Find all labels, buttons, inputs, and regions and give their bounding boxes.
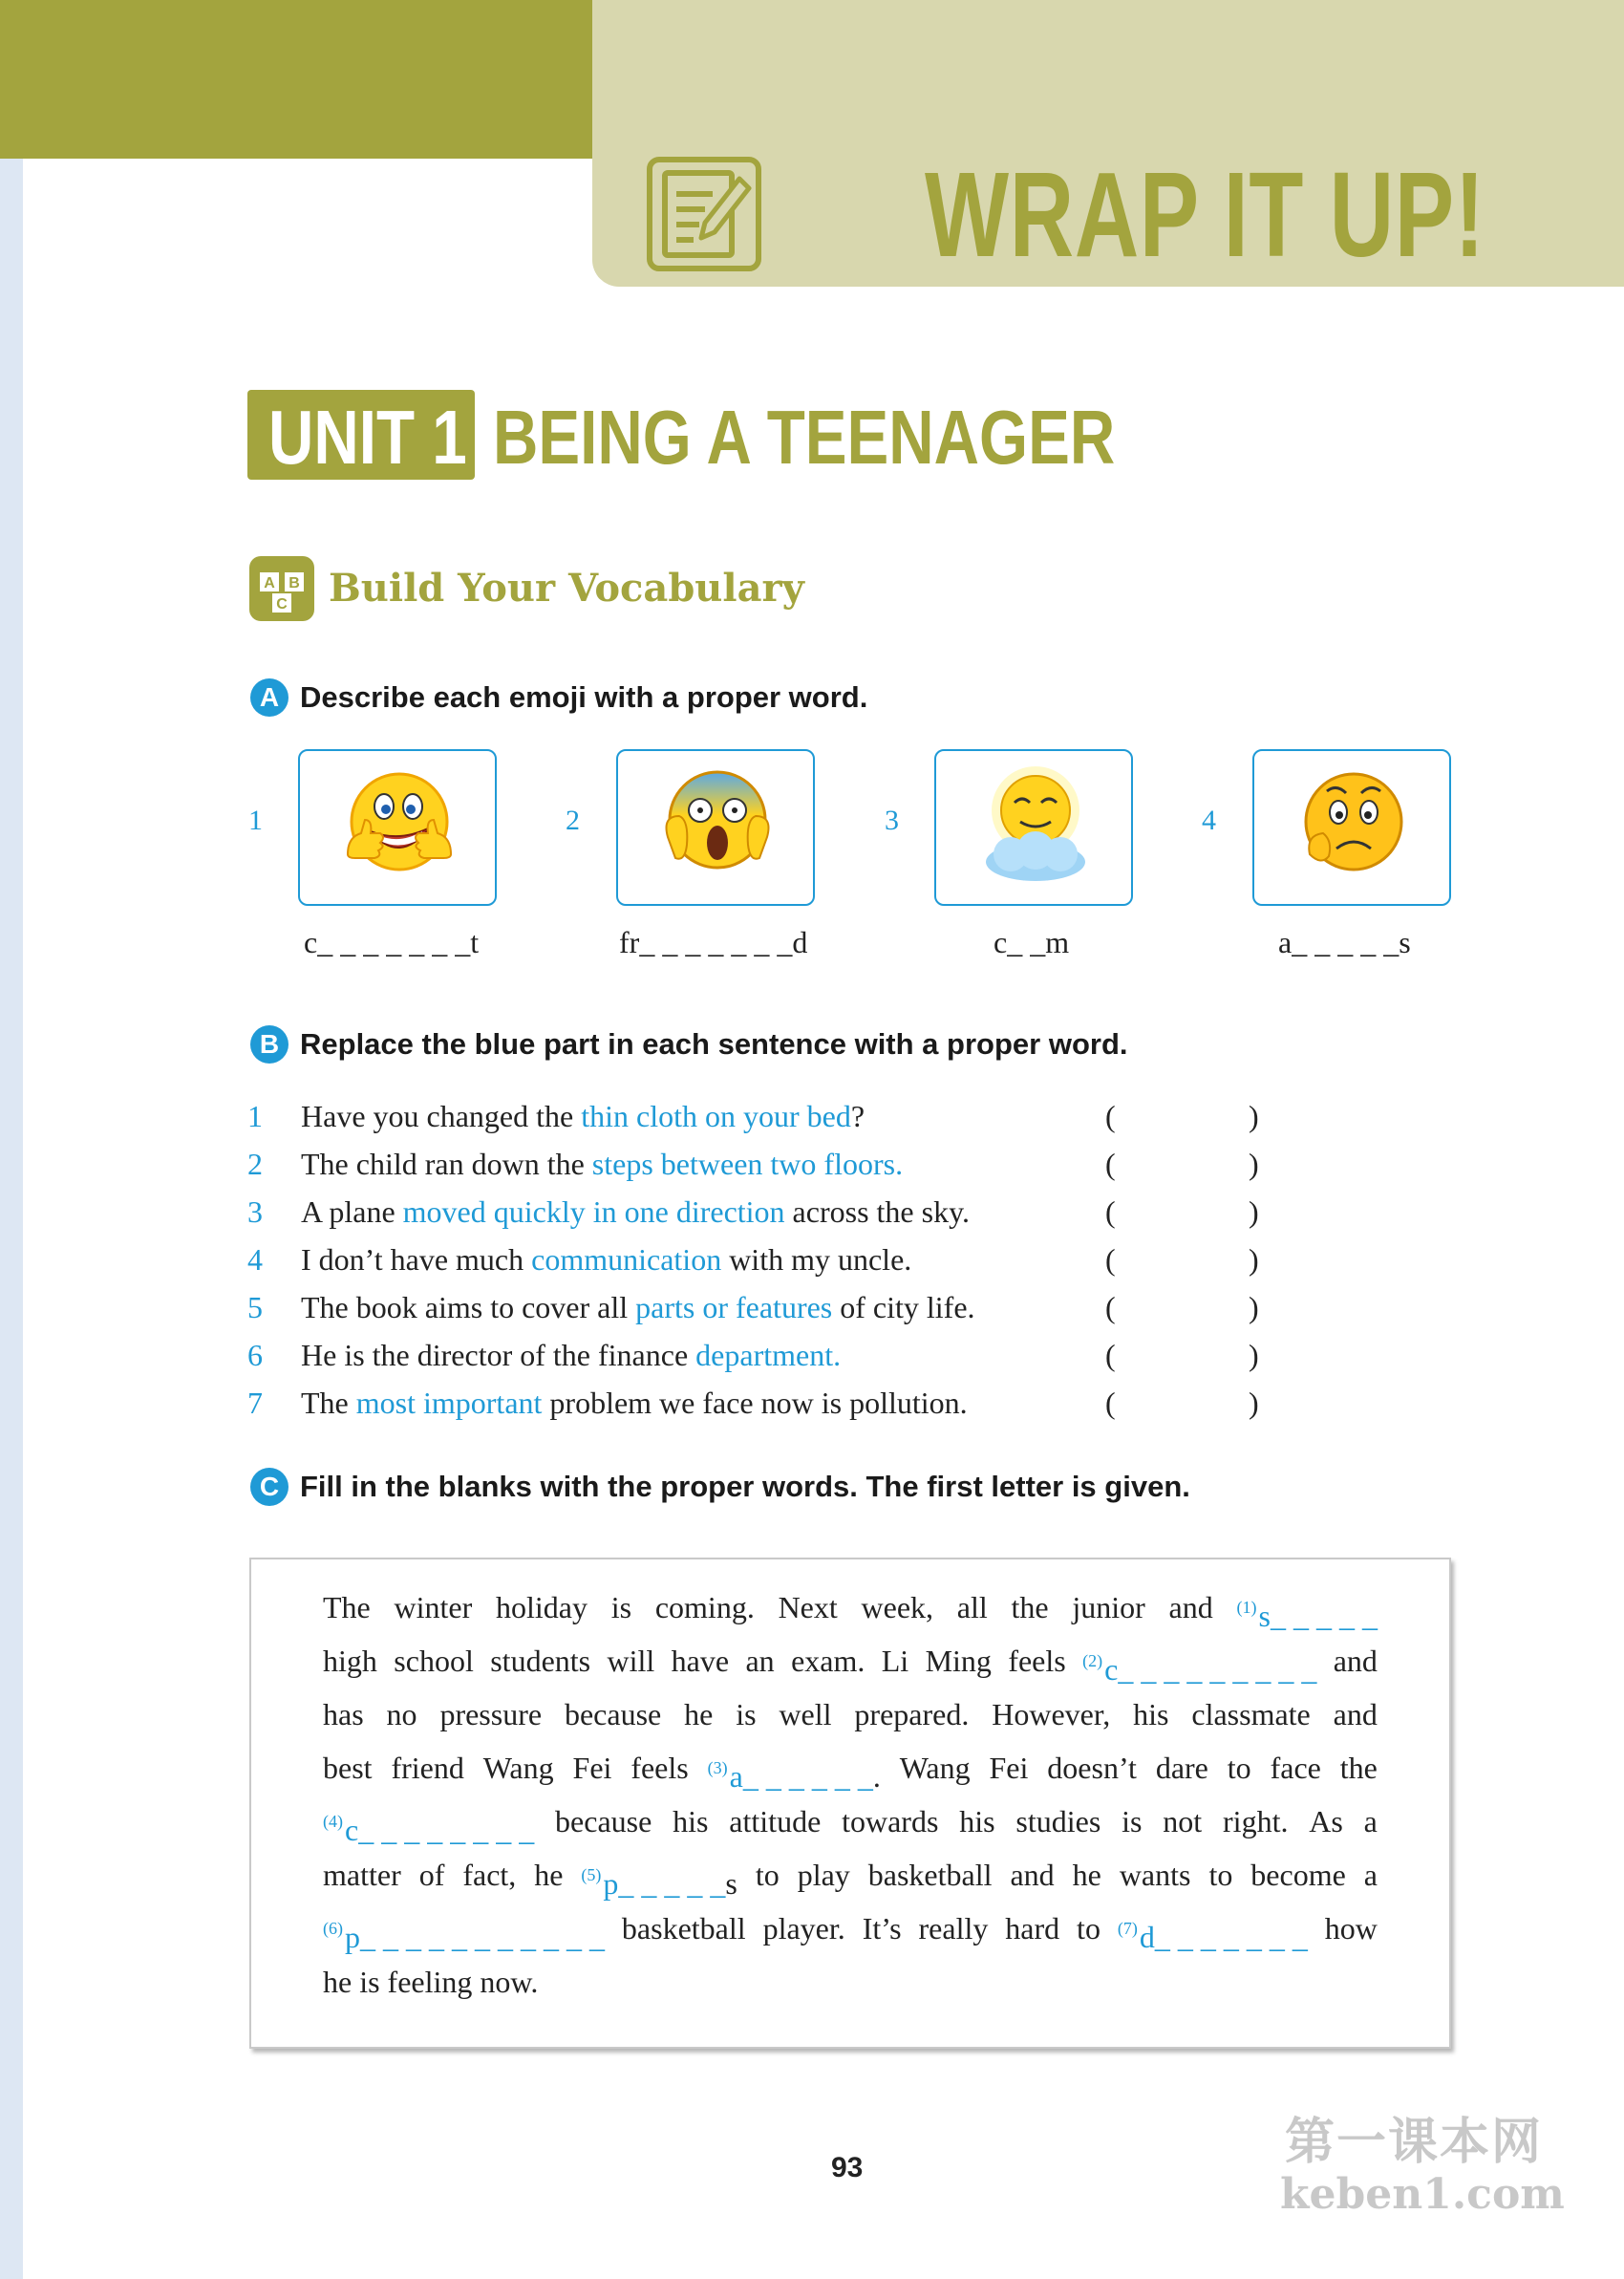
passage-word: the <box>1011 1590 1049 1624</box>
blue-part: most important <box>355 1386 543 1420</box>
passage-word: his <box>673 1804 709 1838</box>
section-c-badge: C <box>250 1468 288 1506</box>
blank-3[interactable]: $^{(3)}$a_ _ _ _ _ _. <box>707 1758 881 1794</box>
passage-word: become <box>1250 1858 1346 1892</box>
answer-paren-close: ) <box>1249 1242 1259 1277</box>
passage-line <box>323 1963 1378 2001</box>
passage-word: Wang <box>899 1751 971 1785</box>
blue-part: parts or features <box>635 1290 833 1324</box>
passage-word: is <box>1122 1804 1143 1838</box>
list-item <box>247 1093 1260 1139</box>
passage-word: how <box>1324 1911 1378 1946</box>
passage-word: Fei <box>989 1751 1029 1785</box>
page-title: WRAP IT UP! <box>925 147 1485 282</box>
emoji-card <box>298 749 497 906</box>
passage-word: because <box>555 1804 652 1838</box>
blank-number: (3) <box>707 1758 728 1777</box>
svg-text:C: C <box>276 596 288 613</box>
blank-suffix: s <box>725 1866 737 1901</box>
passage-word: to <box>1227 1751 1251 1785</box>
answer-paren-close: ) <box>1249 1386 1259 1420</box>
list-item <box>247 1236 1260 1282</box>
watermark-en: keben1.com <box>1280 2170 1565 2219</box>
passage-word: junior <box>1072 1590 1145 1624</box>
answer-paren-close: ) <box>1249 1194 1259 1229</box>
answer-paren-open: ( <box>1105 1338 1116 1372</box>
passage-word: friend <box>391 1751 464 1785</box>
blank-number: (6) <box>323 1919 343 1938</box>
passage-word: basketball <box>621 1911 746 1946</box>
passage-word: no <box>386 1697 417 1731</box>
passage-word: studies <box>1015 1804 1101 1838</box>
sentence-text: The <box>301 1386 356 1420</box>
watermark-cn: 第一课本网 <box>1284 2114 1543 2171</box>
passage-word: and <box>1333 1697 1378 1731</box>
passage-word: his <box>1133 1697 1169 1731</box>
svg-text:A: A <box>264 575 275 591</box>
blank-hint: c_ _ _ _ _ _ _ _ <box>345 1813 535 1847</box>
passage-word: because <box>564 1697 662 1731</box>
passage-word: As <box>1309 1804 1343 1838</box>
item-number: 4 <box>247 1242 263 1277</box>
sentence-text: The child ran down the <box>301 1147 592 1181</box>
passage-word: right. <box>1223 1804 1289 1838</box>
emoji-word-hint: c_ _m <box>994 925 1070 959</box>
passage-word: is <box>610 1590 632 1624</box>
emoji-card <box>934 749 1133 906</box>
passage-word: Wang <box>482 1751 554 1785</box>
item-number: 5 <box>247 1290 263 1324</box>
section-b-badge: B <box>250 1025 288 1064</box>
svg-text:B: B <box>288 575 300 591</box>
sentence-text: of city life. <box>832 1290 975 1324</box>
passage-word: to <box>1077 1911 1100 1946</box>
passage-word: feels <box>630 1751 689 1785</box>
blank-hint: c_ _ _ _ _ _ _ _ _ <box>1104 1652 1317 1687</box>
passage-text: he is feeling now. <box>323 1965 539 1999</box>
passage-word: a <box>1363 1858 1378 1892</box>
passage-word: coming. <box>654 1590 755 1624</box>
passage-word: doesn’t <box>1047 1751 1137 1785</box>
item-number: 2 <box>247 1147 263 1181</box>
sentence <box>301 1189 970 1235</box>
passage-line <box>323 1642 1378 1688</box>
blank-number: (2) <box>1082 1651 1103 1670</box>
passage-word: face <box>1270 1751 1321 1785</box>
passage-word: Ming <box>925 1644 992 1678</box>
passage-line <box>323 1749 1378 1795</box>
unit-title: BEING A TEENAGER <box>493 395 1116 480</box>
section-a-instruction: Describe each emoji with a proper word. <box>300 680 868 714</box>
passage-word: the <box>1339 1751 1378 1785</box>
page-number: 93 <box>831 2152 864 2183</box>
item-number: 7 <box>247 1386 263 1420</box>
emoji-number: 1 <box>248 805 263 836</box>
emoji-card <box>616 749 815 906</box>
passage-word: of <box>418 1858 445 1892</box>
relieved-cloud-emoji <box>978 763 1093 896</box>
list-item <box>247 1284 1260 1330</box>
passage-word: matter <box>323 1858 401 1892</box>
section-b-instruction: Replace the blue part in each sentence with a proper word. <box>300 1027 1128 1061</box>
answer-paren-open: ( <box>1105 1147 1116 1181</box>
sentence <box>301 1284 975 1330</box>
passage-word: all <box>956 1590 988 1624</box>
blank-number: (1) <box>1236 1598 1257 1617</box>
emoji-number: 3 <box>885 805 899 836</box>
section-heading-vocabulary: Build Your Vocabulary <box>329 566 804 611</box>
list-item <box>247 1380 1260 1426</box>
section-a-badge: A <box>250 678 288 717</box>
passage-word: play <box>797 1858 850 1892</box>
passage-word: he <box>1072 1858 1101 1892</box>
passage-word: an <box>745 1644 775 1678</box>
worried-emoji <box>1296 763 1411 896</box>
list-item <box>247 1189 1260 1235</box>
passage-word: his <box>959 1804 995 1838</box>
passage-word: he <box>534 1858 564 1892</box>
answer-paren-close: ) <box>1249 1147 1259 1181</box>
answer-paren-open: ( <box>1105 1194 1116 1229</box>
blue-part: steps between two floors. <box>591 1147 904 1181</box>
passage-word: Next <box>778 1590 838 1624</box>
sentence-text: A plane <box>301 1194 403 1229</box>
list-item <box>247 1141 1260 1187</box>
blank-hint: s_ _ _ _ _ <box>1258 1599 1378 1633</box>
answer-paren-open: ( <box>1105 1386 1116 1420</box>
passage-line <box>323 1909 1378 1956</box>
emoji-number: 2 <box>566 805 580 836</box>
list-item <box>247 1332 1260 1378</box>
sentence <box>301 1093 865 1139</box>
passage-line <box>323 1588 1378 1635</box>
blue-part: thin cloth on your bed <box>581 1099 851 1133</box>
passage-word: basketball <box>867 1858 993 1892</box>
blank-hint: p_ _ _ _ _ _ _ _ _ _ _ <box>345 1920 605 1954</box>
passage-word: have <box>671 1644 730 1678</box>
emoji-word-hint: a_ _ _ _ _s <box>1278 925 1411 959</box>
sentence-text: The book aims to cover all <box>301 1290 636 1324</box>
passage-word: not <box>1163 1804 1203 1838</box>
passage-word: Fei <box>572 1751 612 1785</box>
passage-word: is <box>736 1697 757 1731</box>
sentence <box>301 1332 841 1378</box>
passage-word: towards <box>842 1804 939 1838</box>
blank-2[interactable] <box>1082 1642 1316 1688</box>
blank-5[interactable] <box>581 1856 737 1903</box>
passage-word: player. <box>762 1911 845 1946</box>
passage-word: he <box>684 1697 714 1731</box>
blank-4[interactable] <box>323 1802 534 1849</box>
passage-word: attitude <box>729 1804 822 1838</box>
item-number: 3 <box>247 1194 263 1229</box>
emoji-card <box>1252 749 1451 906</box>
passage-word: fact, <box>462 1858 517 1892</box>
sentence <box>301 1236 911 1282</box>
passage-word: pressure <box>439 1697 543 1731</box>
passage-word: students <box>490 1644 591 1678</box>
blank-7[interactable] <box>1118 1909 1308 1956</box>
passage-word: dare <box>1155 1751 1208 1785</box>
emoji-number: 4 <box>1202 805 1216 836</box>
item-number: 1 <box>247 1099 263 1133</box>
passage-word: high <box>323 1644 377 1678</box>
passage-word: a <box>1363 1804 1378 1838</box>
sentence-text: with my uncle. <box>721 1242 912 1277</box>
blank-6[interactable] <box>323 1909 605 1956</box>
passage-word: to <box>755 1858 780 1892</box>
passage-word: school <box>394 1644 474 1678</box>
sentence-text: problem we face now is pollution. <box>542 1386 968 1420</box>
passage-word: However, <box>992 1697 1111 1731</box>
answer-paren-open: ( <box>1105 1099 1116 1133</box>
blank-number: (7) <box>1117 1919 1138 1938</box>
passage-line <box>323 1695 1378 1733</box>
passage-word: hard <box>1005 1911 1060 1946</box>
blue-part: communication <box>531 1242 722 1277</box>
answer-paren-close: ) <box>1249 1290 1259 1324</box>
blank-number: (5) <box>581 1865 602 1884</box>
sentence-text: ? <box>850 1099 865 1133</box>
blue-part: moved quickly in one direction <box>402 1194 785 1229</box>
passage-word: feels <box>1008 1644 1066 1678</box>
unit-label: UNIT 1 <box>268 395 467 480</box>
item-number: 6 <box>247 1338 263 1372</box>
blue-part: department. <box>695 1338 842 1372</box>
sentence-text: I don’t have much <box>301 1242 532 1277</box>
emoji-word-hint: fr_ _ _ _ _ _ _d <box>619 925 808 959</box>
section-c-instruction: Fill in the blanks with the proper words. The first letter is given. <box>300 1470 1190 1503</box>
passage-word: prepared. <box>854 1697 970 1731</box>
unit-label-box <box>247 390 475 480</box>
answer-paren-close: ) <box>1249 1099 1259 1133</box>
passage-word: to <box>1208 1858 1233 1892</box>
blank-hint: a_ _ _ _ _ _ <box>729 1759 873 1794</box>
blank-hint: d_ _ _ _ _ _ _ <box>1139 1920 1308 1954</box>
sentence-text: across the sky. <box>784 1194 970 1229</box>
passage-word: and <box>1010 1858 1055 1892</box>
passage-word: really <box>918 1911 989 1946</box>
passage-word: and <box>1168 1590 1213 1624</box>
passage-line <box>323 1856 1378 1903</box>
thumbs-up-smile-emoji <box>342 763 457 896</box>
screaming-fear-emoji <box>660 763 775 896</box>
passage-word: holiday <box>496 1590 588 1624</box>
answer-paren-open: ( <box>1105 1290 1116 1324</box>
passage-line <box>323 1802 1378 1849</box>
emoji-word-hint: c_ _ _ _ _ _ _t <box>304 925 480 959</box>
passage-word: has <box>323 1697 364 1731</box>
passage-word: best <box>323 1751 373 1785</box>
sentence-text: He is the director of the finance <box>301 1338 696 1372</box>
left-edge-strip <box>0 0 23 2279</box>
blank-number: (4) <box>323 1812 343 1831</box>
passage-word: wants <box>1119 1858 1191 1892</box>
sentence <box>301 1380 968 1426</box>
passage-word: It’s <box>862 1911 902 1946</box>
abc-blocks-icon <box>247 554 316 623</box>
blank-hint: p_ _ _ _ _ <box>603 1866 726 1901</box>
sentence-text: Have you changed the <box>301 1099 582 1133</box>
header-olive-band <box>0 0 592 159</box>
passage-word: well <box>779 1697 832 1731</box>
passage-word: week, <box>861 1590 934 1624</box>
passage-word: winter <box>394 1590 473 1624</box>
sentence <box>301 1141 903 1187</box>
passage-word: The <box>323 1590 371 1624</box>
answer-paren-open: ( <box>1105 1242 1116 1277</box>
watermark <box>1280 2114 1565 2219</box>
passage-word: Li <box>881 1644 909 1678</box>
passage-word: will <box>607 1644 655 1678</box>
passage-word: exam. <box>791 1644 865 1678</box>
answer-paren-close: ) <box>1249 1338 1259 1372</box>
passage-word: and <box>1333 1644 1378 1678</box>
notepad-pencil-icon <box>646 156 762 272</box>
passage-word: classmate <box>1191 1697 1311 1731</box>
blank-1[interactable] <box>1237 1588 1378 1635</box>
